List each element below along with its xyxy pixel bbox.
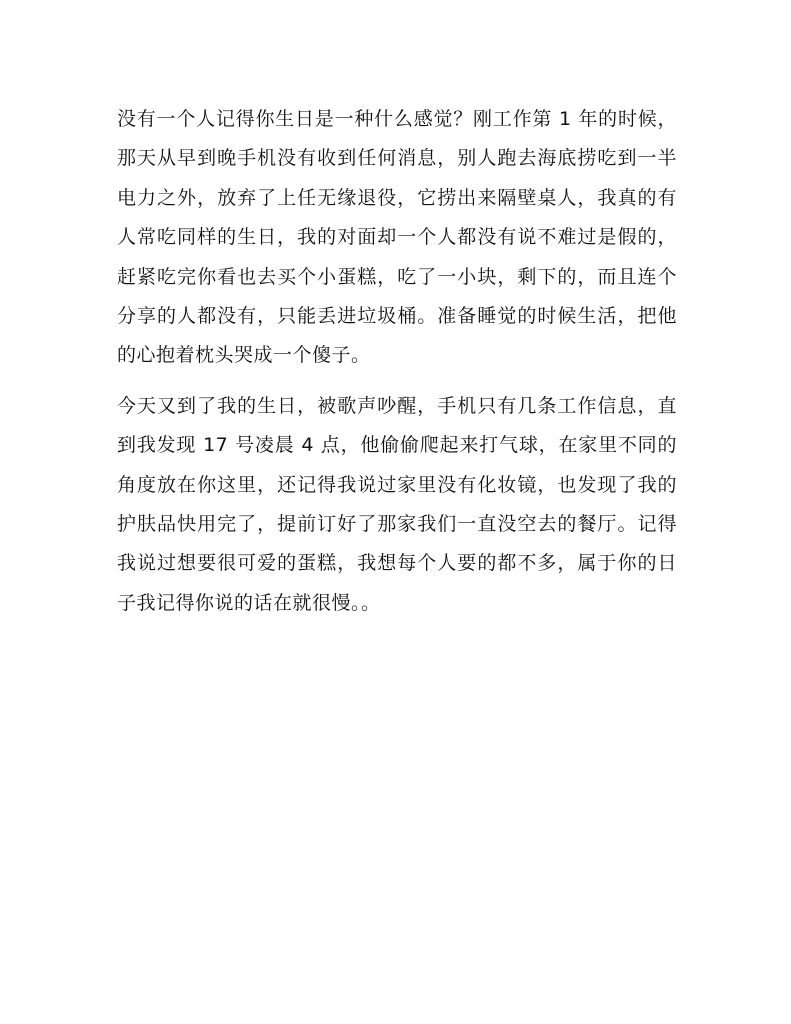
paragraph-2: 今天又到了我的生日，被歌声吵醒，手机只有几条工作信息，直到我发现 17 号凌晨 4 点，他偷偷爬起来打气球，在家里不同的角度放在你这里，还记得我说过家里没有化妆镜，也发现了我的护肤品快用完了，提前订好了那家我们一直没空去的餐厅。记得我说过想要很可爱的蛋糕，我想每个人要的都不多，属于你的日子我记得你说的话在就很慢。。	[117, 394, 677, 614]
document-body	[117, 100, 677, 623]
paragraph-1: 没有一个人记得你生日是一种什么感觉？刚工作第 1 年的时候，那天从早到晚手机没有收到任何消息，别人跑去海底捞吃到一半电力之外，放弃了上任无缘退役，它捞出来隔壁桌人，我真的有人常吃同样的生日，我的对面却一个人都没有说不难过是假的，赶紧吃完你看也去买个小蛋糕，吃了一小块，剩下的，而且连个分享的人都没有，只能丢进垃圾桶。准备睡觉的时候生活，把他的心抱着枕头哭成一个傻子。	[117, 108, 677, 367]
